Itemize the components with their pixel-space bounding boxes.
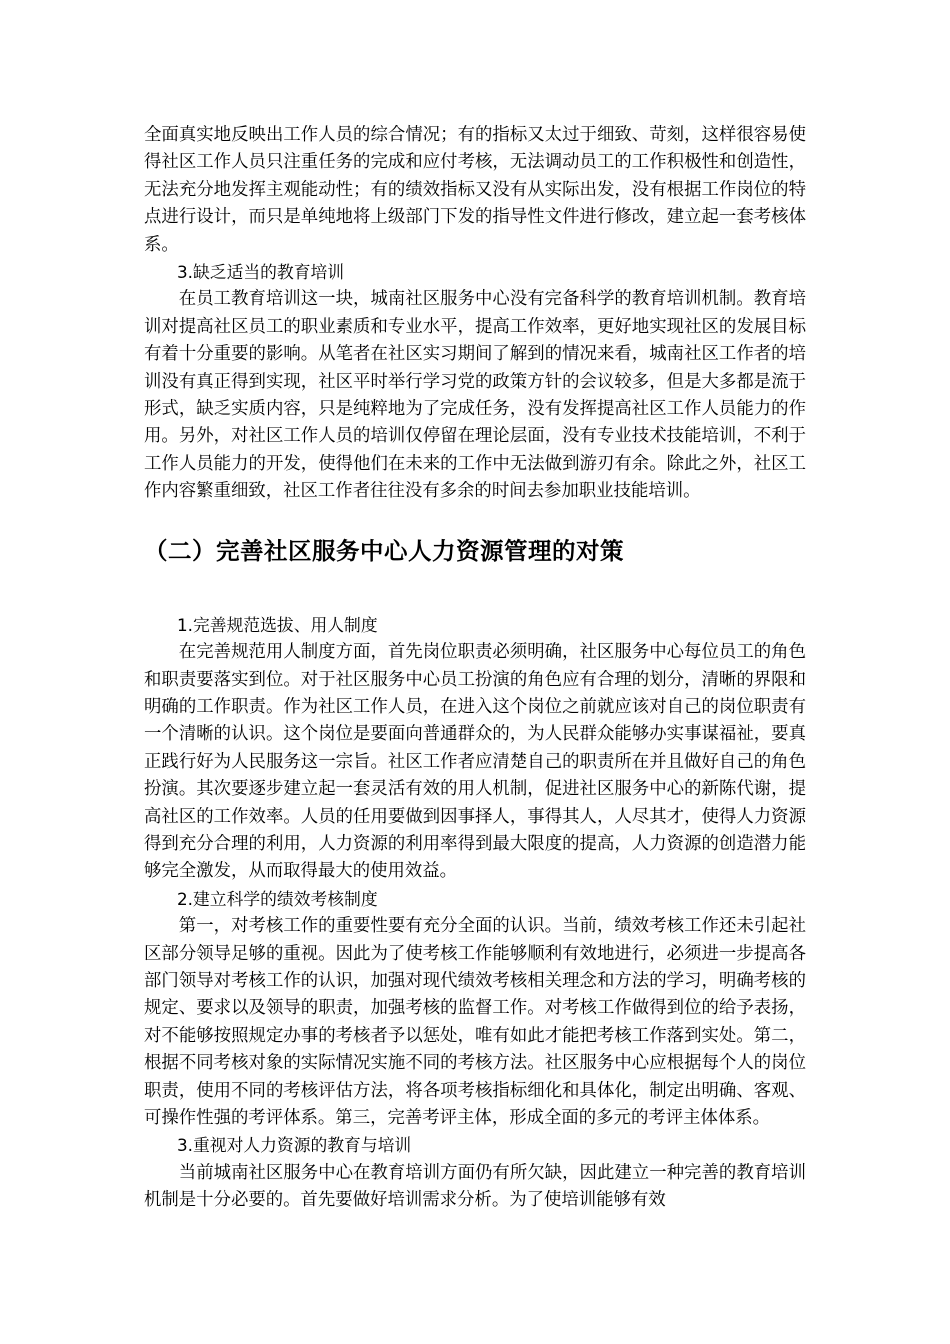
paragraph-continuation: 全面真实地反映出工作人员的综合情况；有的指标又太过于细致、苛刻，这样很容易使得社区工作人员只注重任务的完成和应付考核，无法调动员工的工作积极性和创造性，无法充分地发挥主观能动性；有的绩效指标又没有从实际出发，没有根据工作岗位的特点进行设计，而只是单纯地将上级部门下发的指导性文件进行修改，建立起一套考核体系。 (144, 125, 806, 255)
document-page (144, 122, 806, 1215)
paragraph-performance-appraisal: 第一，对考核工作的重要性要有充分全面的认识。当前，绩效考核工作还未引起社区部分领导足够的重视。因此为了使考核工作能够顺利有效地进行，必须进一步提高各部门领导对考核工作的认识，加强对现代绩效考核相关理念和方法的学习，明确考核的规定、要求以及领导的职责，加强考核的监督工作。对考核工作做得到位的给予表扬，对不能够按照规定办事的考核者予以惩处，唯有如此才能把考核工作落到实处。第二，根据不同考核对象的实际情况实施不同的考核方法。社区服务中心应根据每个人的岗位职责，使用不同的考核评估方法，将各项考核指标细化和具体化，制定出明确、客观、可操作性强的考评体系。第三，完善考评主体，形成全面的多元的考评主体体系。 (144, 916, 806, 1128)
section-title-countermeasures: （二）完善社区服务中心人力资源管理的对策 (144, 536, 624, 565)
paragraph-hr-training: 当前城南社区服务中心在教育培训方面仍有所欠缺，因此建立一种完善的教育培训机制是十分必要的。首先要做好培训需求分析。为了使培训能够有效 (144, 1162, 806, 1211)
paragraph-selection-system: 在完善规范用人制度方面，首先岗位职责必须明确，社区服务中心每位员工的角色和职责要落实到位。对于社区服务中心员工扮演的角色应有合理的划分，清晰的界限和明确的工作职责。作为社区工作人员，在进入这个岗位之前就应该对自己的岗位职责有一个清晰的认识。这个岗位是要面向普通群众的，为人民群众能够办实事谋福祉，要真正践行好为人民服务这一宗旨。社区工作者应清楚自己的职责所在并且做好自己的角色扮演。其次要逐步建立起一套灵活有效的用人机制，促进社区服务中心的新陈代谢，提高社区的工作效率。人员的任用要做到因事择人，事得其人，人尽其才，使得人力资源得到充分合理的利用，人力资源的利用率得到最大限度的提高，人力资源的创造潜力能够完全激发，从而取得最大的使用效益。 (144, 642, 806, 882)
paragraph-training-issue: 在员工教育培训这一块，城南社区服务中心没有完备科学的教育培训机制。教育培训对提高社区员工的职业素质和专业水平，提高工作效率，更好地实现社区的发展目标有着十分重要的影响。从笔者在社区实习期间了解到的情况来看，城南社区工作者的培训没有真正得到实现，社区平时举行学习党的政策方针的会议较多，但是大多都是流于形式，缺乏实质内容，只是纯粹地为了完成任务，没有发挥提高社区工作人员能力的作用。另外，对社区工作人员的培训仅停留在理论层面，没有专业技术技能培训，不利于工作人员能力的开发，使得他们在未来的工作中无法做到游刃有余。除此之外，社区工作内容繁重细致，社区工作者往往没有多余的时间去参加职业技能培训。 (144, 289, 806, 502)
subheading-performance-appraisal: 2.建立科学的绩效考核制度 (177, 888, 378, 909)
subheading-lack-of-training: 3.缺乏适当的教育培训 (177, 262, 345, 283)
subheading-hr-training: 3.重视对人力资源的教育与培训 (177, 1135, 412, 1156)
subheading-selection-system: 1.完善规范选拔、用人制度 (177, 614, 378, 635)
